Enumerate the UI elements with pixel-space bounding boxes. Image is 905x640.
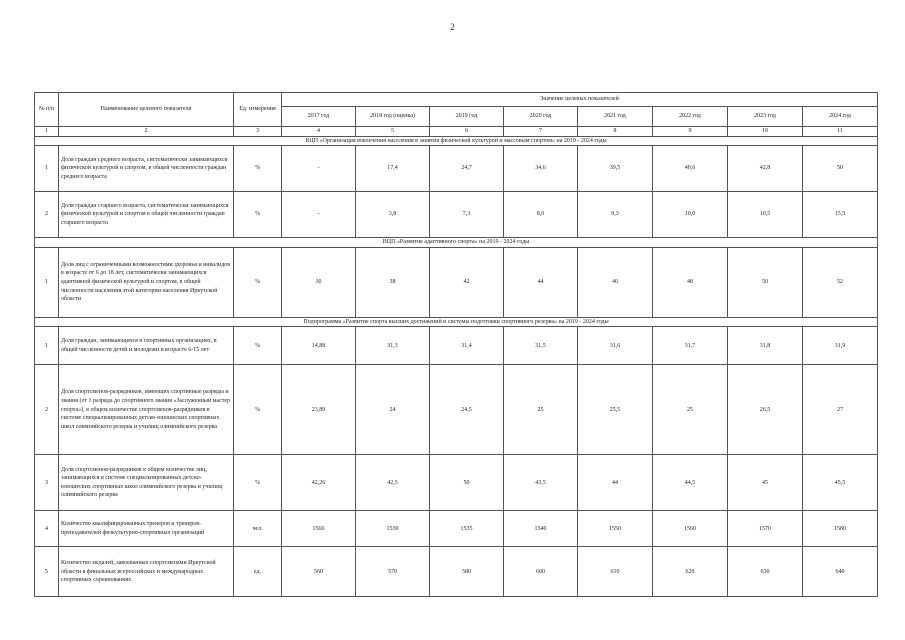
table-row xyxy=(35,365,878,455)
header-values-group: Значение целевых показателей xyxy=(282,93,878,107)
page-number: 2 xyxy=(450,22,455,32)
row-number: 1 xyxy=(35,327,59,365)
unit-cell: % xyxy=(234,455,282,511)
indicators-table xyxy=(34,92,878,597)
value-cell: 45,5 xyxy=(803,455,878,511)
value-cell: 46 xyxy=(578,247,653,317)
row-number: 5 xyxy=(35,547,59,597)
value-cell: 25 xyxy=(504,365,578,455)
value-cell: 640 xyxy=(803,547,878,597)
indicator-name: Доля граждан старшего возраста, систематически занимающихся физической культурой и спортом в общей численности граждан старшего возраста xyxy=(59,192,234,238)
indicator-name: Доля спортсменов-разрядников в общем количестве лиц, занимающихся в системе специализированных детско-юношеских спортивных школ олимпийского резерва и училищ олимпийского резерва xyxy=(59,455,234,511)
section-row xyxy=(35,238,878,248)
value-cell: 8,0 xyxy=(504,192,578,238)
value-cell: 600 xyxy=(504,547,578,597)
column-number: 9 xyxy=(653,127,728,137)
header-year: 2020 год xyxy=(504,107,578,127)
value-cell: 50 xyxy=(728,247,803,317)
table-row xyxy=(35,511,878,547)
header-name: Наименование целевого показателя xyxy=(59,93,234,127)
unit-cell: % xyxy=(234,247,282,317)
value-cell: 3,8 xyxy=(356,192,430,238)
unit-cell: чел. xyxy=(234,511,282,547)
table-row xyxy=(35,192,878,238)
indicator-name: Количество квалифицированных тренеров и тренеров-преподавателей физкультурно-спортивных организаций xyxy=(59,511,234,547)
value-cell: 24,7 xyxy=(430,146,504,192)
value-cell: 10,5 xyxy=(728,192,803,238)
value-cell: 1580 xyxy=(803,511,878,547)
value-cell: 42 xyxy=(430,247,504,317)
header-year: 2021 год xyxy=(578,107,653,127)
value-cell: 570 xyxy=(356,547,430,597)
column-number: 1 xyxy=(35,127,59,137)
value-cell: 50 xyxy=(803,146,878,192)
unit-cell: ед. xyxy=(234,547,282,597)
column-number: 5 xyxy=(356,127,430,137)
section-row xyxy=(35,317,878,327)
column-number: 6 xyxy=(430,127,504,137)
value-cell: 25 xyxy=(653,365,728,455)
value-cell: 24,5 xyxy=(430,365,504,455)
section-title: ВЦП «Развитие адаптивного спорта» на 2019 - 2024 годы xyxy=(35,238,878,248)
section-row xyxy=(35,136,878,146)
unit-cell: % xyxy=(234,365,282,455)
unit-cell: % xyxy=(234,327,282,365)
value-cell: 31,8 xyxy=(728,327,803,365)
value-cell: 10,0 xyxy=(653,192,728,238)
value-cell: 7,3 xyxy=(430,192,504,238)
value-cell: 14,88 xyxy=(282,327,356,365)
section-title: Подпрограмма «Развитие спорта высших достижений и системы подготовки спортивного резерва» на 2019 - 2024 годы xyxy=(35,317,878,327)
value-cell: 27 xyxy=(803,365,878,455)
value-cell: 1560 xyxy=(653,511,728,547)
row-number: 2 xyxy=(35,192,59,238)
section-title: ВЦП «Организация вовлечения населения в занятия физической культурой и массовым спортом» на 2019 - 2024 годы xyxy=(35,136,878,146)
value-cell: 15,5 xyxy=(803,192,878,238)
header-year: 2019 год xyxy=(430,107,504,127)
value-cell: 31,9 xyxy=(803,327,878,365)
value-cell: 50 xyxy=(430,455,504,511)
value-cell: 1540 xyxy=(504,511,578,547)
header-year: 2024 год xyxy=(803,107,878,127)
value-cell: 45 xyxy=(728,455,803,511)
table-row xyxy=(35,327,878,365)
header-year: 2018 год (оценка) xyxy=(356,107,430,127)
value-cell: 43,5 xyxy=(504,455,578,511)
table-row xyxy=(35,547,878,597)
value-cell: 9,3 xyxy=(578,192,653,238)
column-number: 11 xyxy=(803,127,878,137)
row-number: 1 xyxy=(35,247,59,317)
value-cell: 25,5 xyxy=(578,365,653,455)
value-cell: 40,6 xyxy=(653,146,728,192)
value-cell: 580 xyxy=(430,547,504,597)
column-number: 2 xyxy=(59,127,234,137)
row-number: 4 xyxy=(35,511,59,547)
value-cell: 44,5 xyxy=(653,455,728,511)
value-cell: 31,5 xyxy=(504,327,578,365)
value-cell: 26,5 xyxy=(728,365,803,455)
value-cell: 31,4 xyxy=(430,327,504,365)
table-row xyxy=(35,146,878,192)
indicator-name: Доля спортсменов-разрядников, имеющих спортивные разряды и звания (от 1 разряда до спортивного звания «Заслуженный мастер спорта»), в общем количестве спортсменов-разрядников в системе специализированных детско-юношеских спортивных школ олимпийского резерва и училищ олимпийского резерва xyxy=(59,365,234,455)
value-cell: 48 xyxy=(653,247,728,317)
column-number: 7 xyxy=(504,127,578,137)
header-year: 2023 год xyxy=(728,107,803,127)
value-cell: 39,5 xyxy=(578,146,653,192)
value-cell: 31,7 xyxy=(653,327,728,365)
unit-cell: % xyxy=(234,192,282,238)
value-cell: 560 xyxy=(282,547,356,597)
column-number: 4 xyxy=(282,127,356,137)
table-row xyxy=(35,455,878,511)
value-cell: 17,4 xyxy=(356,146,430,192)
header-num: № п/п xyxy=(35,93,59,127)
value-cell: 42,8 xyxy=(728,146,803,192)
value-cell: - xyxy=(282,146,356,192)
value-cell: 1570 xyxy=(728,511,803,547)
value-cell: 42,5 xyxy=(356,455,430,511)
indicator-name: Доля лиц с ограниченными возможностями здоровья и инвалидов в возрасте от 6 до 18 лет, систематически занимающихся адаптивной физической культурой и спортом, в общей численности населения этой категории населения Иркутской области xyxy=(59,247,234,317)
value-cell: 1550 xyxy=(578,511,653,547)
unit-cell: % xyxy=(234,146,282,192)
value-cell: 34,6 xyxy=(504,146,578,192)
indicator-name: Доля граждан среднего возраста, систематически занимающихся физической культурой и спортом, в общей численности граждан среднего возраста xyxy=(59,146,234,192)
value-cell: 630 xyxy=(728,547,803,597)
value-cell: 1566 xyxy=(282,511,356,547)
row-number: 1 xyxy=(35,146,59,192)
value-cell: 24 xyxy=(356,365,430,455)
value-cell: 44 xyxy=(504,247,578,317)
value-cell: 38 xyxy=(356,247,430,317)
value-cell: 42,26 xyxy=(282,455,356,511)
header-year: 2017 год xyxy=(282,107,356,127)
value-cell: 620 xyxy=(653,547,728,597)
column-number: 10 xyxy=(728,127,803,137)
value-cell: 31,6 xyxy=(578,327,653,365)
value-cell: 1530 xyxy=(356,511,430,547)
value-cell: 30 xyxy=(282,247,356,317)
table-row xyxy=(35,247,878,317)
value-cell: 23,89 xyxy=(282,365,356,455)
value-cell: 52 xyxy=(803,247,878,317)
value-cell: 1535 xyxy=(430,511,504,547)
row-number: 2 xyxy=(35,365,59,455)
column-number: 3 xyxy=(234,127,282,137)
value-cell: - xyxy=(282,192,356,238)
indicator-name: Количество медалей, завоеванных спортсменами Иркутской области в финальных всероссийских и международных спортивных соревнованиях xyxy=(59,547,234,597)
value-cell: 610 xyxy=(578,547,653,597)
header-year: 2022 год xyxy=(653,107,728,127)
column-number: 8 xyxy=(578,127,653,137)
indicator-name: Доля граждан, занимающихся в спортивных организациях, в общей численности детей и молодежи в возрасте 6-15 лет xyxy=(59,327,234,365)
header-unit: Ед. измерения xyxy=(234,93,282,127)
value-cell: 31,3 xyxy=(356,327,430,365)
value-cell: 44 xyxy=(578,455,653,511)
row-number: 3 xyxy=(35,455,59,511)
